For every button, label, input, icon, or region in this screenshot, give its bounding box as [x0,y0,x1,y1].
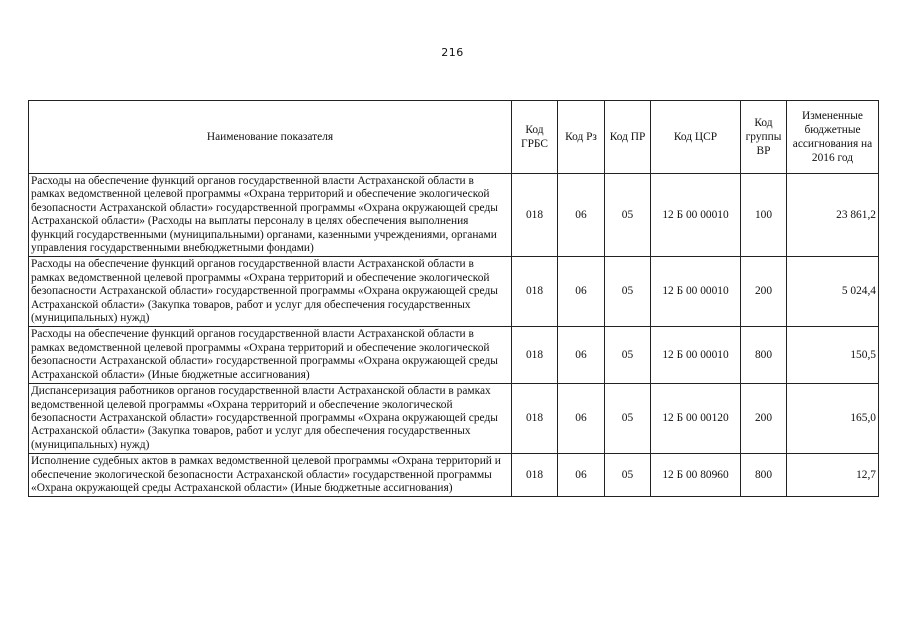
table-row [29,327,879,384]
row-rz: 06 [558,174,605,257]
row-amount: 23 861,2 [787,174,879,257]
row-vr: 800 [741,454,787,497]
table-row [29,454,879,497]
row-pr: 05 [605,174,651,257]
row-pr: 05 [605,384,651,454]
row-rz: 06 [558,384,605,454]
row-csr: 12 Б 00 00010 [651,327,741,384]
row-csr: 12 Б 00 80960 [651,454,741,497]
row-grbs: 018 [512,174,558,257]
header-amount: Измененные бюджетные ассигнования на 2016 год [787,101,879,174]
table-row [29,257,879,327]
row-csr: 12 Б 00 00120 [651,384,741,454]
row-csr: 12 Б 00 00010 [651,257,741,327]
row-grbs: 018 [512,384,558,454]
header-grbs: Код ГРБС [512,101,558,174]
row-name: Расходы на обеспечение функций органов государственной власти Астраханской области в рамках ведомственной целевой программы «Охрана территорий и обеспечение экологической безопасности Астраханской области» государственной программы «Охрана окружающей среды Астраханской области» (Закупка товаров, работ и услуг для обеспечения государственных (муниципальных) нужд) [29,257,512,327]
row-csr: 12 Б 00 00010 [651,174,741,257]
row-rz: 06 [558,257,605,327]
row-grbs: 018 [512,327,558,384]
table-row [29,174,879,257]
row-name: Диспансеризация работников органов государственной власти Астраханской области в рамках ведомственной целевой программы «Охрана территорий и обеспечение экологической безопасности Астраханской области» государственной программы «Охрана окружающей среды Астраханской области» (Закупка товаров, работ и услуг для обеспечения государственных (муниципальных) нужд) [29,384,512,454]
header-pr: Код ПР [605,101,651,174]
row-amount: 150,5 [787,327,879,384]
row-name: Расходы на обеспечение функций органов государственной власти Астраханской области в рамках ведомственной целевой программы «Охрана территорий и обеспечение экологической безопасности Астраханской области» государственной программы «Охрана окружающей среды Астраханской области» (Иные бюджетные ассигнования) [29,327,512,384]
row-grbs: 018 [512,257,558,327]
row-amount: 165,0 [787,384,879,454]
table-header-row [29,101,879,174]
row-grbs: 018 [512,454,558,497]
header-name: Наименование показателя [29,101,512,174]
row-vr: 100 [741,174,787,257]
row-name: Исполнение судебных актов в рамках ведомственной целевой программы «Охрана территорий и обеспечение экологической безопасности Астраханской области» государственной программы «Охрана окружающей среды Астраханской области» (Иные бюджетные ассигнования) [29,454,512,497]
header-rz: Код Рз [558,101,605,174]
row-amount: 5 024,4 [787,257,879,327]
row-pr: 05 [605,257,651,327]
header-vr: Код группы ВР [741,101,787,174]
row-vr: 800 [741,327,787,384]
row-pr: 05 [605,327,651,384]
row-vr: 200 [741,384,787,454]
row-rz: 06 [558,327,605,384]
page-number: 216 [441,46,464,59]
row-rz: 06 [558,454,605,497]
row-name: Расходы на обеспечение функций органов государственной власти Астраханской области в рамках ведомственной целевой программы «Охрана территорий и обеспечение экологической безопасности Астраханской области» государственной программы «Охрана окружающей среды Астраханской области» (Расходы на выплаты персоналу в целях обеспечения выполнения функций государственными (муниципальными) органами, казенными учреждениями, органами управления государственными внебюджетными фондами) [29,174,512,257]
budget-table [28,100,879,497]
row-pr: 05 [605,454,651,497]
row-vr: 200 [741,257,787,327]
row-amount: 12,7 [787,454,879,497]
table-row [29,384,879,454]
header-csr: Код ЦСР [651,101,741,174]
